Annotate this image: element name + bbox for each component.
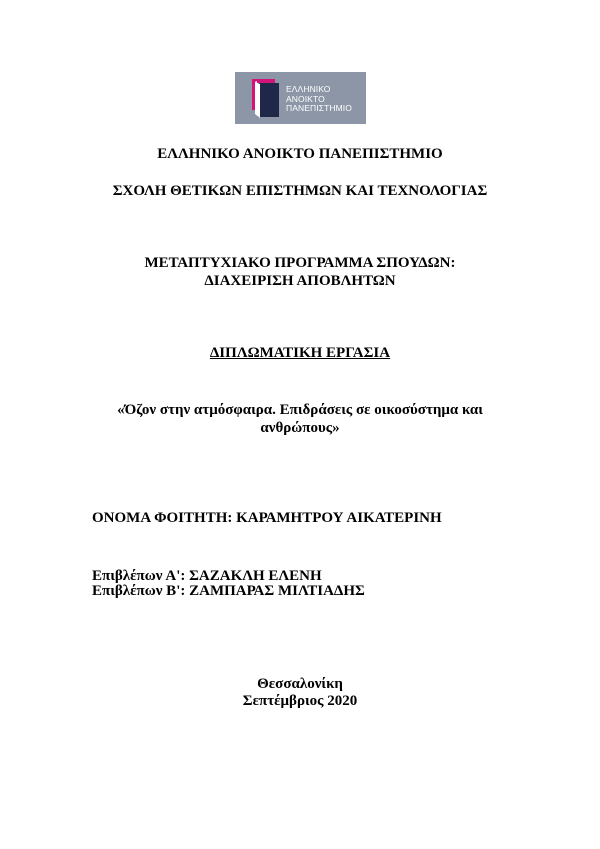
date: Σεπτέμβριος 2020 [242, 693, 358, 709]
thesis-title-line-2: ανθρώπους» [260, 420, 340, 436]
student-name: ΟΝΟΜΑ ΦΟΙΤΗΤΗ: ΚΑΡΑΜΗΤΡΟΥ ΑΙΚΑΤΕΡΙΝΗ [92, 510, 442, 526]
logo-line: ΑΝΟΙΚΤΟ [286, 93, 325, 104]
thesis-title-line-1: «Όζον στην ατμόσφαιρα. Επιδράσεις σε οικοσύστημα και [117, 402, 483, 418]
logo-line: ΠΑΝΕΠΙΣΤΗΜΙΟ [286, 103, 352, 113]
university-name: ΕΛΛΗΝΙΚΟ ΑΝΟΙΚΤΟ ΠΑΝΕΠΙΣΤΗΜΙΟ [157, 146, 443, 162]
thesis-type: ΔΙΠΛΩΜΑΤΙΚΗ ΕΡΓΑΣΙΑ [209, 345, 391, 361]
school-name: ΣΧΟΛΗ ΘΕΤΙΚΩΝ ΕΠΙΣΤΗΜΩΝ ΚΑΙ ΤΕΧΝΟΛΟΓΙΑΣ [112, 183, 488, 199]
city: Θεσσαλονίκη [257, 676, 343, 692]
program-line-2: ΔΙΑΧΕΙΡΙΣΗ ΑΠΟΒΛΗΤΩΝ [204, 273, 396, 289]
logo-text [286, 85, 352, 114]
supervisor-b: Επιβλέπων Β': ΖΑΜΠΑΡΑΣ ΜΙΛΤΙΑΔΗΣ [92, 583, 365, 599]
supervisor-a: Επιβλέπων Α': ΣΑΖΑΚΛΗ ΕΛΕΝΗ [92, 568, 322, 584]
program-line-1: ΜΕΤΑΠΤΥΧΙΑΚΟ ΠΡΟΓΡΑΜΜΑ ΣΠΟΥΔΩΝ: [144, 255, 456, 271]
university-logo [235, 72, 366, 124]
logo-line: ΕΛΛΗΝΙΚΟ [286, 84, 331, 94]
